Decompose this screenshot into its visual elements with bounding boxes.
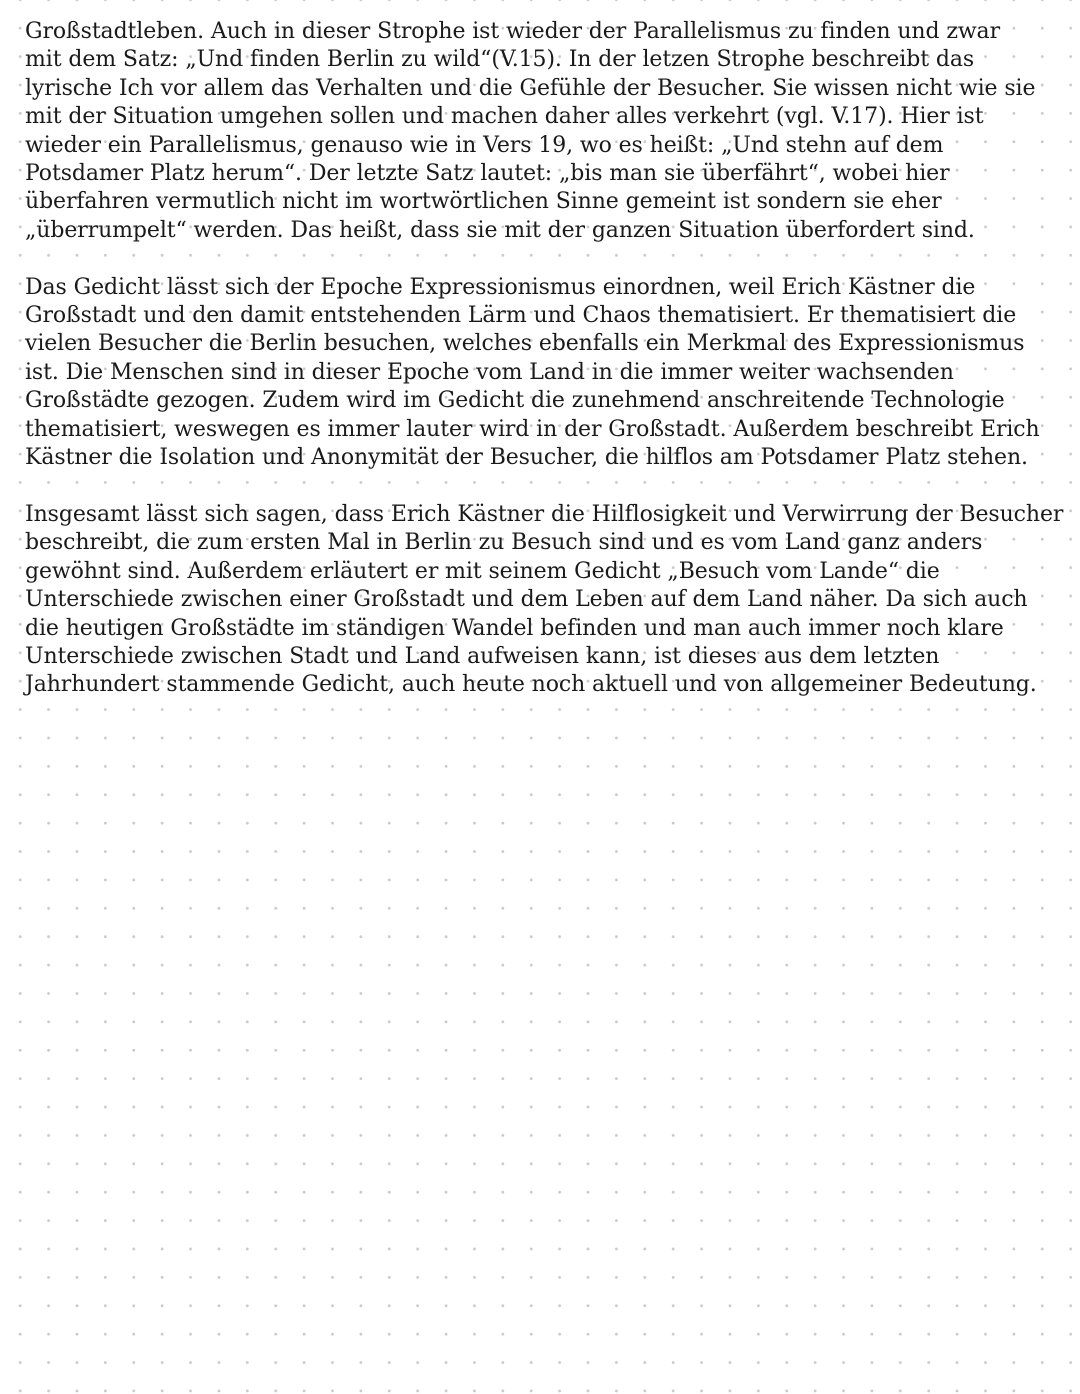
text-line: lyrische Ich vor allem das Verhalten und die Gefühle der Besucher. Sie wissen nicht wie sie: [25, 75, 1036, 101]
text-line: Jahrhundert stammende Gedicht, auch heute noch aktuell und von allgemeiner Bedeutung.: [25, 672, 1037, 698]
text-line: beschreibt, die zum ersten Mal in Berlin zu Besuch sind und es vom Land ganz anders: [25, 530, 983, 556]
paragraph-spacer: [25, 245, 1070, 273]
paragraph-spacer: [25, 472, 1070, 500]
text-line: vielen Besucher die Berlin besuchen, welches ebenfalls ein Merkmal des Expressionismus: [25, 331, 1025, 357]
text-line: Großstadtleben. Auch in dieser Strophe ist wieder der Parallelismus zu finden und zwar: [25, 19, 1000, 44]
text-line: ist. Die Menschen sind in dieser Epoche vom Land in die immer weiter wachsenden: [25, 359, 954, 385]
dotted-notebook-page: [25, 18, 1070, 700]
text-line: Großstadt und den damit entstehenden Lärm und Chaos thematisiert. Er thematisiert die: [25, 303, 1017, 329]
text-line: die heutigen Großstädte im ständigen Wandel befinden und man auch immer noch klare: [25, 615, 1004, 641]
text-line: mit dem Satz: „Und finden Berlin zu wild“(V.15). In der letzen Strophe beschreibt das: [25, 47, 975, 73]
text-line: „überrumpelt“ werden. Das heißt, dass sie mit der ganzen Situation überfordert sind.: [25, 217, 975, 243]
text-line: Insgesamt lässt sich sagen, dass Erich Kästner die Hilflosigkeit und Verwirrung der Besucher: [25, 501, 1064, 527]
text-line: gewöhnt sind. Außerdem erläutert er mit seinem Gedicht „Besuch vom Lande“ die: [25, 558, 940, 584]
text-line: Das Gedicht lässt sich der Epoche Expressionismus einordnen, weil Erich Kästner die: [25, 274, 976, 300]
paragraph-strophe-analysis: [25, 18, 1070, 245]
text-line: mit der Situation umgehen sollen und machen daher alles verkehrt (vgl. V.17). Hier ist: [25, 104, 984, 130]
text-line: Kästner die Isolation und Anonymität der Besucher, die hilflos am Potsdamer Platz stehen.: [25, 445, 1028, 471]
text-line: Potsdamer Platz herum“. Der letzte Satz lautet: „bis man sie überfährt“, wobei hier: [25, 161, 950, 187]
text-line: Großstädte gezogen. Zudem wird im Gedicht die zunehmend anschreitende Technologie: [25, 388, 1005, 414]
text-line: überfahren vermutlich nicht im wortwörtlichen Sinne gemeint ist sondern sie eher: [25, 189, 942, 215]
text-line: Unterschiede zwischen einer Großstadt und dem Leben auf dem Land näher. Da sich auch: [25, 587, 1028, 613]
text-line: Unterschiede zwischen Stadt und Land aufweisen kann, ist dieses aus dem letzten: [25, 643, 940, 669]
paragraph-epoch-classification: [25, 274, 1070, 473]
paragraph-conclusion: [25, 501, 1070, 700]
text-line: wieder ein Parallelismus, genauso wie in Vers 19, wo es heißt: „Und stehn auf dem: [25, 132, 944, 158]
text-line: thematisiert, weswegen es immer lauter wird in der Großstadt. Außerdem beschreibt Erich: [25, 416, 1040, 442]
